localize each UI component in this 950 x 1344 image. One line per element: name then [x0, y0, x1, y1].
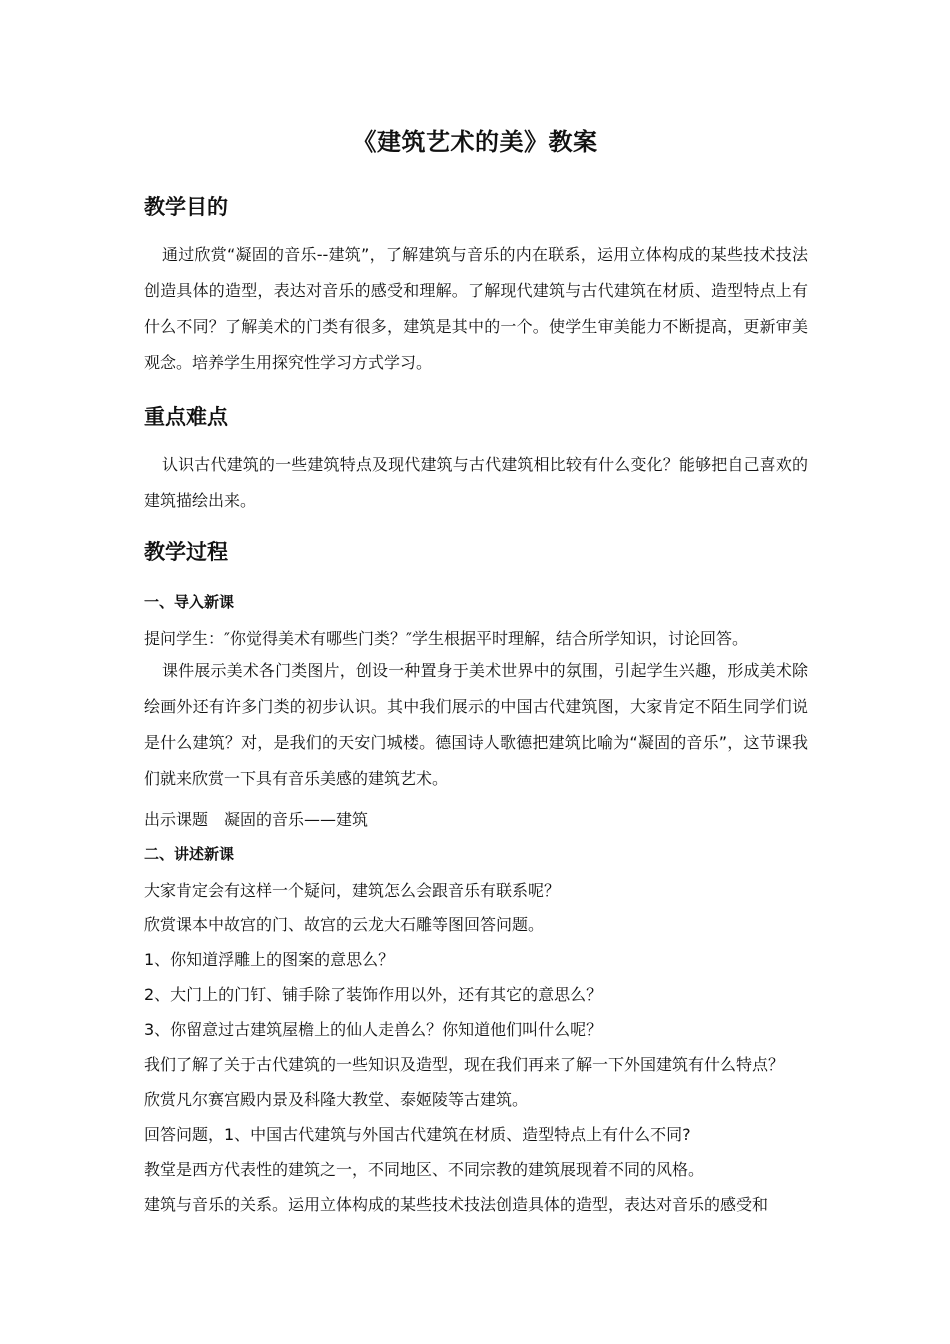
part2-question: 1、你知道浮雕上的图案的意思么？: [144, 950, 395, 969]
keypoints-paragraph: 认识古代建筑的一些建筑特点及现代建筑与古代建筑相比较有什么变化？能够把自己喜欢的建筑描绘出来。: [144, 455, 808, 510]
heading-part2: 二、讲述新课: [144, 845, 235, 863]
part2-line: 教堂是西方代表性的建筑之一，不同地区、不同宗教的建筑展现着不同的风格。: [144, 1160, 705, 1179]
part1-paragraph: 课件展示美术各门类图片，创设一种置身于美术世界中的氛围，引起学生兴趣，形成美术除绘画外还有许多门类的初步认识。其中我们展示的中国古代建筑图，大家肯定不陌生同学们说是什么建筑？对，是我们的天安门城楼。德国诗人歌德把建筑比喻为“凝固的音乐”，这节课我们就来欣赏一下具有音乐美感的建筑艺术。: [144, 661, 808, 788]
heading-keypoints: 重点难点: [144, 405, 228, 429]
part2-line: 建筑与音乐的关系。运用立体构成的某些技术技法创造具体的造型，表达对音乐的感受和: [144, 1195, 769, 1214]
part2-line: 欣赏课本中故宫的门、故宫的云龙大石雕等图回答问题。: [144, 915, 545, 934]
part2-line: 欣赏凡尔赛宫殿内景及科隆大教堂、泰姬陵等古建筑。: [144, 1090, 529, 1109]
part1-question: 提问学生：″你觉得美术有哪些门类？″学生根据平时理解，结合所学知识，讨论回答。: [144, 629, 748, 648]
part2-question: 3、你留意过古建筑屋檐上的仙人走兽么？你知道他们叫什么呢？: [144, 1020, 603, 1039]
part1-topic: 出示课题 凝固的音乐——建筑: [144, 810, 369, 829]
part2-line: 大家肯定会有这样一个疑问，建筑怎么会跟音乐有联系呢？: [144, 881, 561, 900]
part2-line: 回答问题，1、中国古代建筑与外国古代建筑在材质、造型特点上有什么不同?: [144, 1125, 691, 1144]
objective-paragraph: 通过欣赏“凝固的音乐--建筑”，了解建筑与音乐的内在联系，运用立体构成的某些技术技法创造具体的造型，表达对音乐的感受和理解。了解现代建筑与古代建筑在材质、造型特点上有什么不同？了解美术的门类有很多，建筑是其中的一个。使学生审美能力不断提高，更新审美观念。培养学生用探究性学习方式学习。: [144, 245, 808, 372]
heading-objective: 教学目的: [144, 195, 228, 219]
part2-question: 2、大门上的门钉、铺手除了装饰作用以外，还有其它的意思么？: [144, 985, 603, 1004]
heading-process: 教学过程: [144, 540, 228, 564]
part2-line: 我们了解了关于古代建筑的一些知识及造型，现在我们再来了解一下外国建筑有什么特点？: [144, 1055, 785, 1074]
heading-part1: 一、导入新课: [144, 593, 235, 611]
document-title: 《建筑艺术的美》教案: [352, 128, 598, 156]
